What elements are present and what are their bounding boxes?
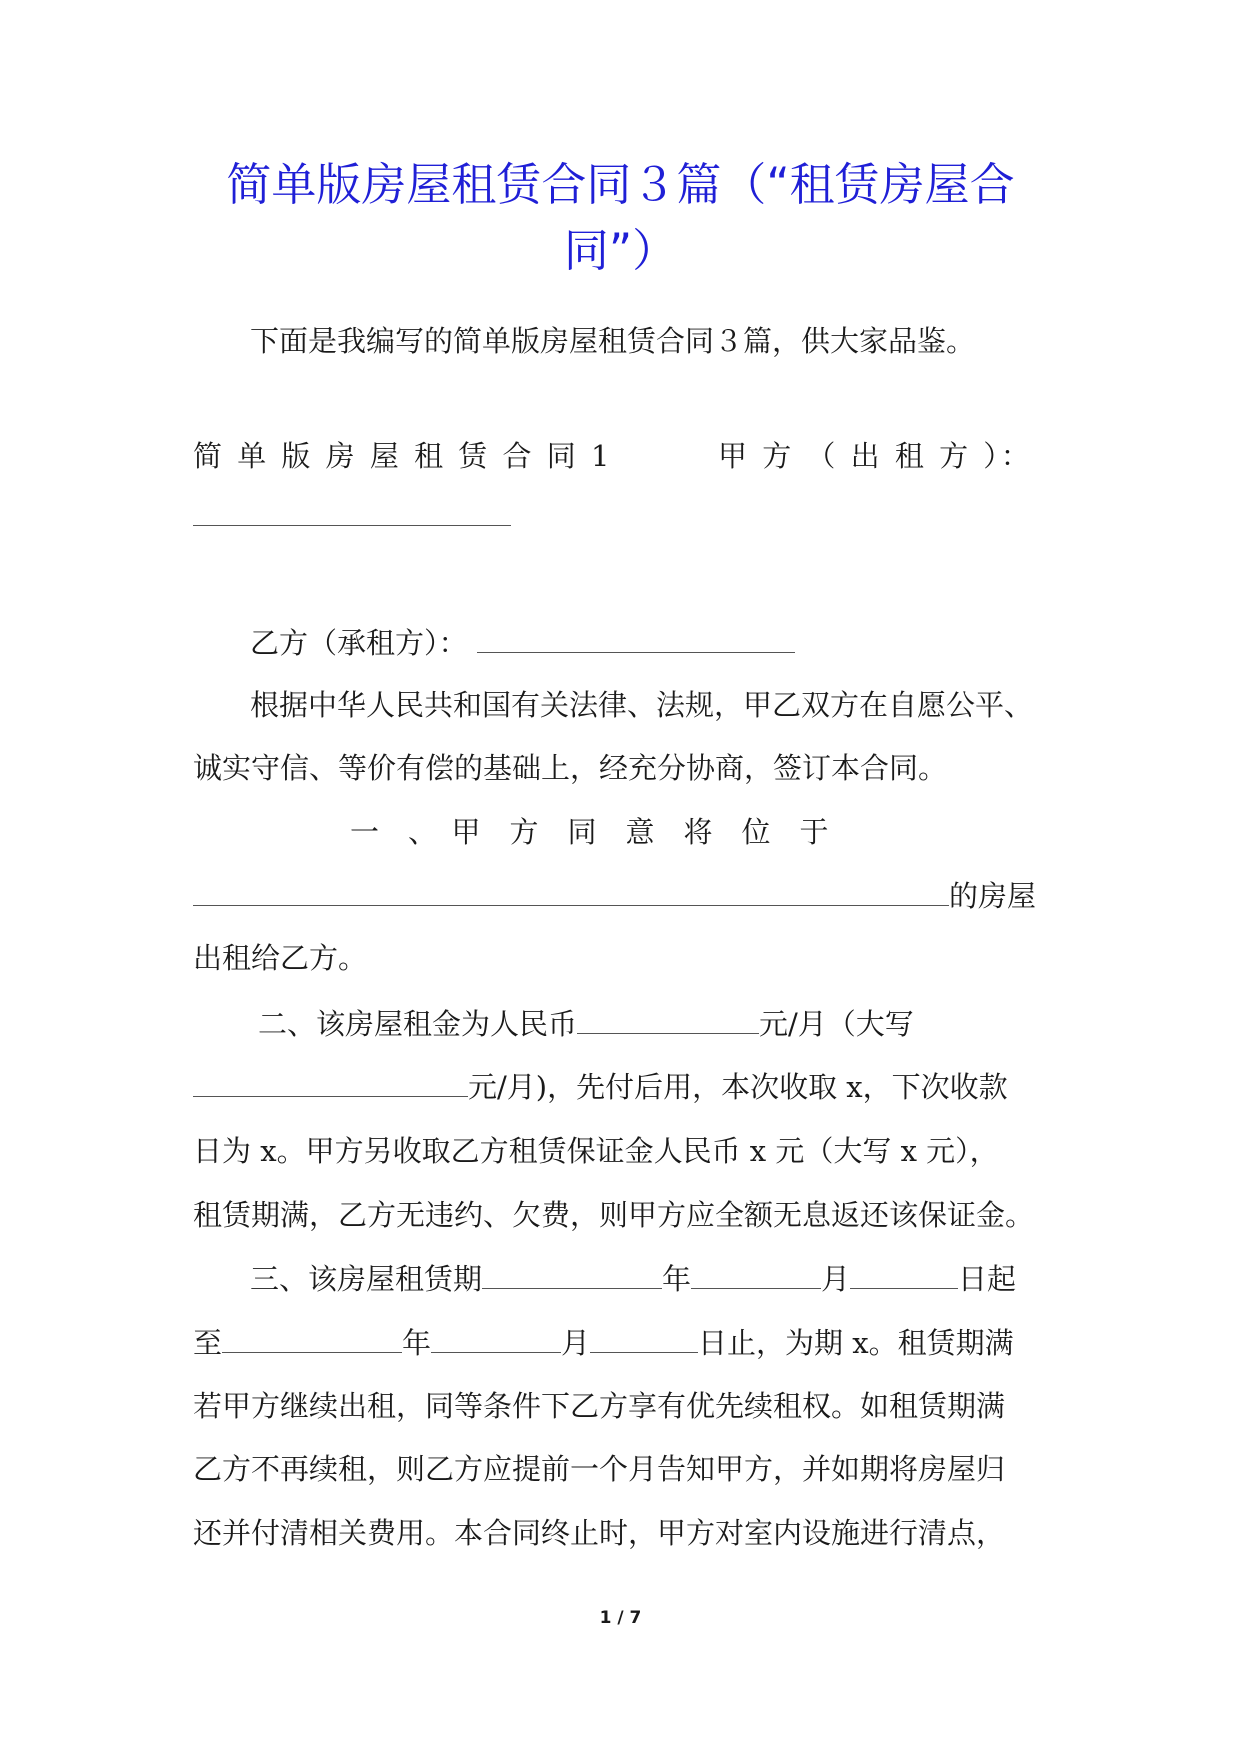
start-year-blank: [482, 1258, 662, 1289]
party-b-label: 乙方（承租方）：: [250, 626, 468, 660]
rent-amount-blank: [577, 1003, 759, 1034]
clause-2-line-3: 日为 x。甲方另收取乙方租赁保证金人民币 x 元（大写 x 元），: [193, 1134, 999, 1168]
party-a-label: 甲 方 （ 出 租 方 ）：: [718, 439, 1033, 473]
clause-2-line-2-text: 元/月)，先付后用，本次收取 x，下次收款: [468, 1070, 1008, 1104]
party-a-blank: [193, 495, 511, 526]
preamble-line-1: 根据中华人民共和国有关法律、法规，甲乙双方在自愿公平、: [250, 688, 1034, 722]
clause-3-line-3: 若甲方继续出租，同等条件下乙方享有优先续租权。如租赁期满: [193, 1389, 1006, 1423]
start-year-label: 年: [662, 1262, 692, 1296]
end-month-blank: [431, 1322, 561, 1353]
start-day-label: 日起: [958, 1262, 1017, 1296]
clause-1-line-2: [193, 875, 1036, 916]
start-month-blank: [691, 1258, 821, 1289]
clause-2-line-4: 租赁期满，乙方无违约、欠费，则甲方应全额无息返还该保证金。: [193, 1198, 1035, 1232]
clause-1-line-3: 出租给乙方。: [193, 941, 368, 975]
intro-paragraph: 下面是我编写的简单版房屋租赁合同３篇，供大家品鉴。: [250, 324, 976, 358]
clause-1-line-1: 一 、 甲 方 同 意 将 位 于: [350, 815, 829, 849]
clause-3-line-5: 还并付清相关费用。本合同终止时，甲方对室内设施进行清点，: [193, 1516, 1006, 1550]
clause-2-line-1: [258, 1003, 914, 1044]
rent-amount-words-blank: [193, 1066, 468, 1097]
clause-1-suffix: 的房屋: [949, 879, 1037, 913]
party-b-blank: [477, 622, 795, 653]
clause-3-line-1: [250, 1258, 1016, 1299]
party-a-blank-line: [193, 495, 511, 536]
clause-2-prefix: 二、该房屋租金为人民币: [258, 1007, 578, 1041]
clause-3-prefix: 三、该房屋租赁期: [250, 1262, 483, 1296]
preamble-line-2: 诚实守信、等价有偿的基础上，经充分协商，签订本合同。: [193, 751, 948, 785]
page-number: 1 / 7: [599, 1608, 642, 1628]
end-day-blank: [590, 1322, 698, 1353]
start-day-blank: [850, 1258, 958, 1289]
clause-2-line-2: [193, 1066, 1008, 1107]
property-location-blank: [193, 875, 949, 906]
clause-3-line-2: [193, 1322, 1014, 1363]
end-date-prefix: 至: [193, 1326, 223, 1360]
end-year-blank: [222, 1322, 402, 1353]
end-month-label: 月: [561, 1326, 591, 1360]
clause-3-line-4: 乙方不再续租，则乙方应提前一个月告知甲方，并如期将房屋归: [193, 1452, 1006, 1486]
end-year-label: 年: [402, 1326, 432, 1360]
contract-1-heading: 简 单 版 房 屋 租 赁 合 同 1: [193, 439, 613, 473]
clause-2-suffix: 元/月（大写: [759, 1007, 914, 1041]
document-title-line-1: 简单版房屋租赁合同３篇（“租赁房屋合: [226, 158, 1015, 211]
start-month-label: 月: [821, 1262, 851, 1296]
party-b-line: [250, 622, 795, 663]
end-day-label: 日止，为期 x。租赁期满: [698, 1326, 1014, 1360]
document-title-line-2: 同”）: [563, 224, 678, 277]
